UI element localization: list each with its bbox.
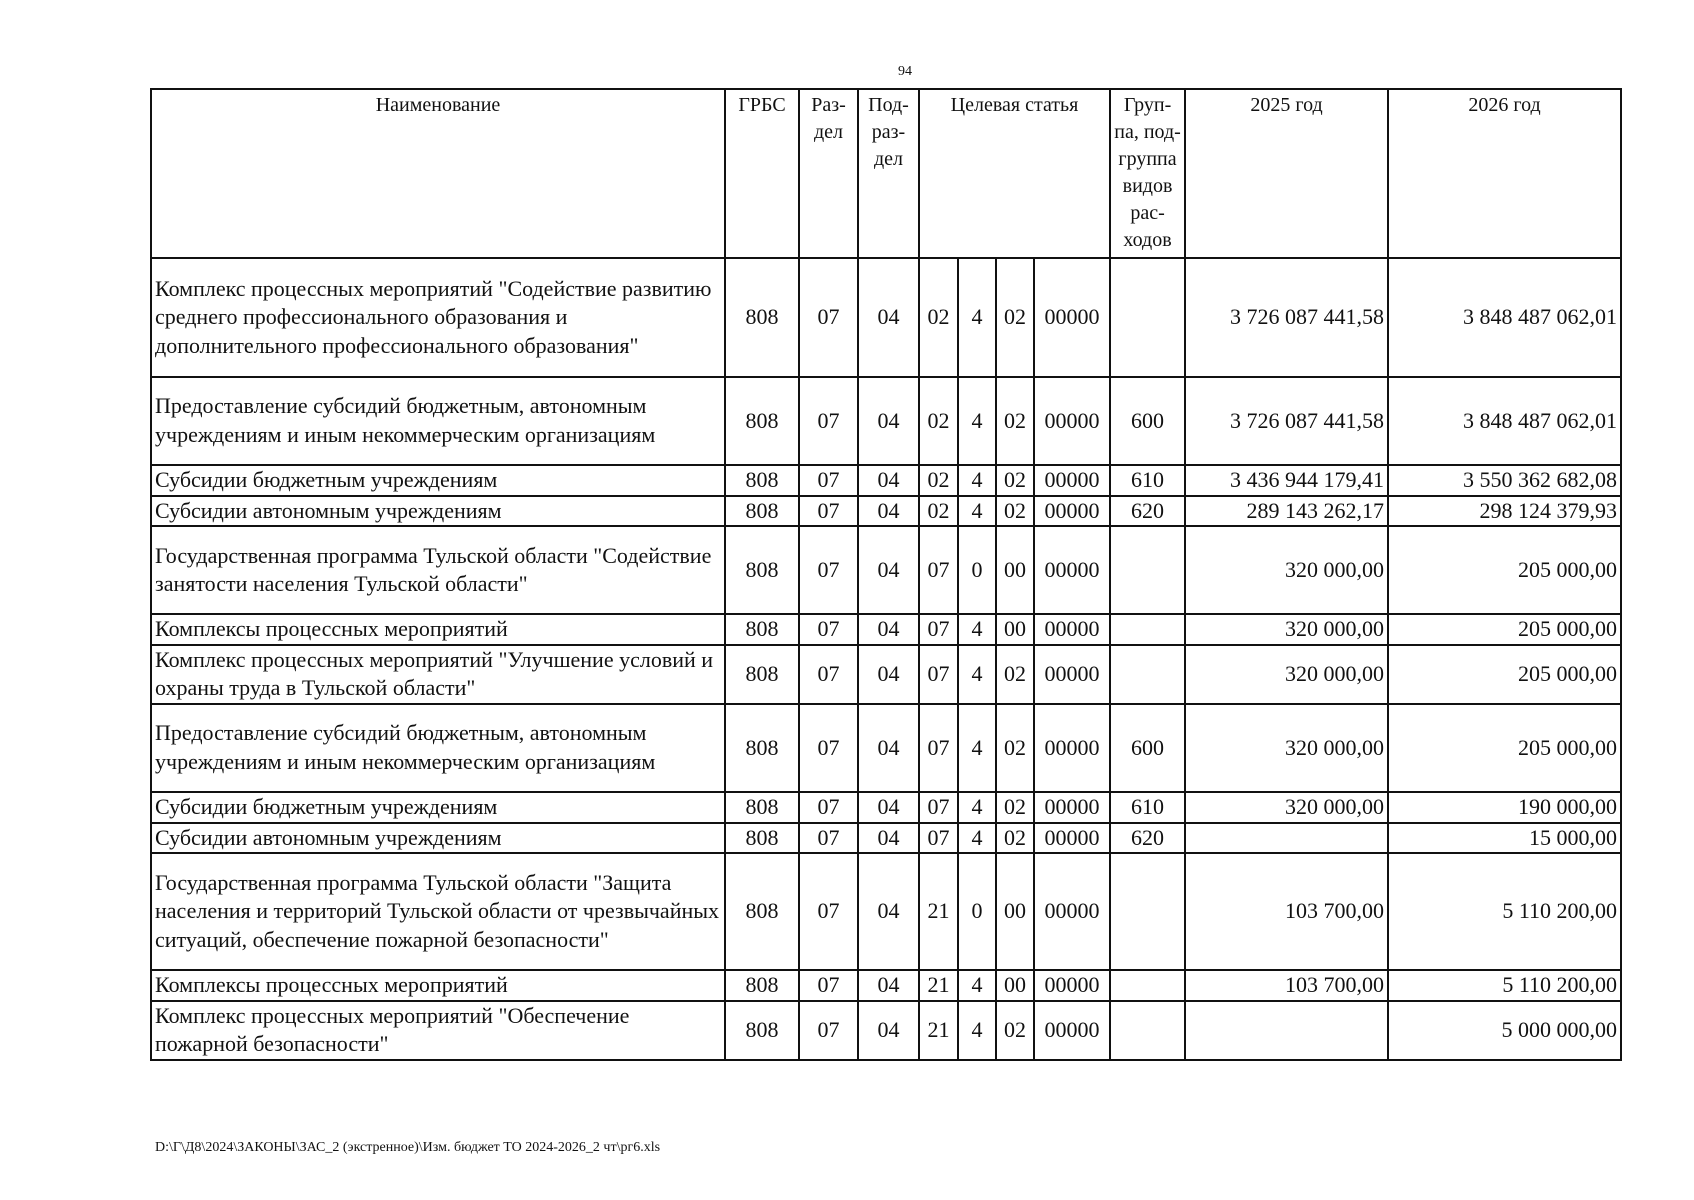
row-grbs: 808 [725, 823, 799, 854]
row-amount-2026: 3 550 362 682,08 [1388, 465, 1621, 496]
row-grbs: 808 [725, 704, 799, 792]
row-target-subprogram: 02 [996, 377, 1034, 465]
row-name: Предоставление субсидий бюджетным, автономным учреждениям и иным некоммерческим организациям [151, 377, 725, 465]
row-target-direction: 00000 [1034, 853, 1110, 970]
row-target-type: 4 [958, 1001, 996, 1060]
row-razdel: 07 [799, 645, 858, 704]
row-target-direction: 00000 [1034, 823, 1110, 854]
row-target-subprogram: 02 [996, 496, 1034, 527]
row-target-type: 4 [958, 704, 996, 792]
row-target-type: 0 [958, 526, 996, 614]
row-amount-2025: 320 000,00 [1185, 645, 1388, 704]
row-amount-2026: 205 000,00 [1388, 704, 1621, 792]
row-podrazdel: 04 [858, 496, 919, 527]
row-target-subprogram: 02 [996, 258, 1034, 377]
row-podrazdel: 04 [858, 614, 919, 645]
header-target-article: Целевая статья [919, 89, 1110, 258]
row-name: Комплекс процессных мероприятий "Обеспечение пожарной безопасности" [151, 1001, 725, 1060]
row-amount-2026: 205 000,00 [1388, 526, 1621, 614]
row-expense-group [1110, 526, 1185, 614]
row-razdel: 07 [799, 614, 858, 645]
row-grbs: 808 [725, 792, 799, 823]
header-year-2026: 2026 год [1388, 89, 1621, 258]
row-target-direction: 00000 [1034, 377, 1110, 465]
row-target-type: 4 [958, 792, 996, 823]
row-razdel: 07 [799, 792, 858, 823]
row-grbs: 808 [725, 526, 799, 614]
row-target-program: 02 [919, 377, 958, 465]
row-razdel: 07 [799, 704, 858, 792]
row-expense-group [1110, 970, 1185, 1001]
row-expense-group: 600 [1110, 377, 1185, 465]
row-name: Государственная программа Тульской области "Содействие занятости населения Тульской области" [151, 526, 725, 614]
row-podrazdel: 04 [858, 970, 919, 1001]
row-target-program: 07 [919, 704, 958, 792]
row-target-type: 4 [958, 377, 996, 465]
row-podrazdel: 04 [858, 853, 919, 970]
table-body [151, 258, 1621, 1060]
row-target-program: 07 [919, 526, 958, 614]
row-amount-2026: 5 110 200,00 [1388, 853, 1621, 970]
table-row [151, 645, 1621, 704]
row-podrazdel: 04 [858, 465, 919, 496]
row-target-subprogram: 00 [996, 526, 1034, 614]
row-target-direction: 00000 [1034, 792, 1110, 823]
row-amount-2025: 103 700,00 [1185, 970, 1388, 1001]
row-target-direction: 00000 [1034, 645, 1110, 704]
row-amount-2025: 320 000,00 [1185, 704, 1388, 792]
row-grbs: 808 [725, 645, 799, 704]
row-expense-group: 620 [1110, 496, 1185, 527]
row-name: Субсидии бюджетным учреждениям [151, 792, 725, 823]
row-target-program: 02 [919, 465, 958, 496]
row-expense-group [1110, 614, 1185, 645]
row-podrazdel: 04 [858, 823, 919, 854]
row-target-direction: 00000 [1034, 465, 1110, 496]
row-podrazdel: 04 [858, 792, 919, 823]
row-amount-2026: 298 124 379,93 [1388, 496, 1621, 527]
header-razdel: Раз-дел [799, 89, 858, 258]
row-name: Субсидии автономным учреждениям [151, 496, 725, 527]
row-expense-group [1110, 1001, 1185, 1060]
row-amount-2025: 103 700,00 [1185, 853, 1388, 970]
header-expense-group: Груп-па, под-группа видов рас-ходов [1110, 89, 1185, 258]
row-amount-2025 [1185, 823, 1388, 854]
row-target-type: 4 [958, 465, 996, 496]
row-target-subprogram: 02 [996, 465, 1034, 496]
row-podrazdel: 04 [858, 377, 919, 465]
row-target-type: 4 [958, 645, 996, 704]
row-target-type: 4 [958, 614, 996, 645]
row-razdel: 07 [799, 465, 858, 496]
row-amount-2025: 3 436 944 179,41 [1185, 465, 1388, 496]
table-header-row [151, 89, 1621, 258]
header-year-2025: 2025 год [1185, 89, 1388, 258]
row-amount-2025: 320 000,00 [1185, 792, 1388, 823]
row-target-program: 07 [919, 645, 958, 704]
row-expense-group: 610 [1110, 792, 1185, 823]
row-name: Субсидии автономным учреждениям [151, 823, 725, 854]
header-grbs: ГРБС [725, 89, 799, 258]
row-name: Субсидии бюджетным учреждениям [151, 465, 725, 496]
row-amount-2026: 205 000,00 [1388, 645, 1621, 704]
row-razdel: 07 [799, 496, 858, 527]
row-target-program: 21 [919, 970, 958, 1001]
row-target-program: 02 [919, 496, 958, 527]
row-target-direction: 00000 [1034, 614, 1110, 645]
row-target-subprogram: 02 [996, 704, 1034, 792]
row-target-program: 21 [919, 853, 958, 970]
row-expense-group [1110, 853, 1185, 970]
table-row [151, 704, 1621, 792]
row-amount-2026: 3 848 487 062,01 [1388, 258, 1621, 377]
row-target-subprogram: 00 [996, 853, 1034, 970]
row-grbs: 808 [725, 377, 799, 465]
row-amount-2026: 190 000,00 [1388, 792, 1621, 823]
row-podrazdel: 04 [858, 526, 919, 614]
row-target-direction: 00000 [1034, 704, 1110, 792]
row-grbs: 808 [725, 970, 799, 1001]
row-amount-2026: 5 000 000,00 [1388, 1001, 1621, 1060]
row-target-subprogram: 02 [996, 1001, 1034, 1060]
table-row [151, 853, 1621, 970]
table-row [151, 465, 1621, 496]
row-name: Комплексы процессных мероприятий [151, 614, 725, 645]
header-podrazdel: Под-раз-дел [858, 89, 919, 258]
row-target-direction: 00000 [1034, 526, 1110, 614]
row-amount-2025: 3 726 087 441,58 [1185, 377, 1388, 465]
row-target-type: 0 [958, 853, 996, 970]
table-row [151, 526, 1621, 614]
row-name: Комплекс процессных мероприятий "Улучшение условий и охраны труда в Тульской области" [151, 645, 725, 704]
row-name: Государственная программа Тульской области "Защита населения и территорий Тульской области от чрезвычайных ситуаций, обеспечение пожарной безопасности" [151, 853, 725, 970]
row-podrazdel: 04 [858, 645, 919, 704]
row-name: Комплексы процессных мероприятий [151, 970, 725, 1001]
row-target-program: 21 [919, 1001, 958, 1060]
table-row [151, 614, 1621, 645]
row-razdel: 07 [799, 823, 858, 854]
row-expense-group [1110, 258, 1185, 377]
row-amount-2026: 15 000,00 [1388, 823, 1621, 854]
row-razdel: 07 [799, 258, 858, 377]
row-target-direction: 00000 [1034, 496, 1110, 527]
row-amount-2026: 3 848 487 062,01 [1388, 377, 1621, 465]
row-amount-2026: 5 110 200,00 [1388, 970, 1621, 1001]
row-target-program: 07 [919, 614, 958, 645]
row-target-program: 07 [919, 792, 958, 823]
row-grbs: 808 [725, 258, 799, 377]
row-target-subprogram: 02 [996, 792, 1034, 823]
row-target-subprogram: 00 [996, 614, 1034, 645]
row-target-direction: 00000 [1034, 258, 1110, 377]
row-podrazdel: 04 [858, 258, 919, 377]
table-row [151, 792, 1621, 823]
row-target-type: 4 [958, 496, 996, 527]
table-row [151, 377, 1621, 465]
row-target-type: 4 [958, 970, 996, 1001]
row-name: Комплекс процессных мероприятий "Содействие развитию среднего профессионального образования и дополнительного профессионального образования" [151, 258, 725, 377]
row-expense-group: 600 [1110, 704, 1185, 792]
row-target-subprogram: 02 [996, 823, 1034, 854]
table-row [151, 258, 1621, 377]
row-razdel: 07 [799, 377, 858, 465]
row-razdel: 07 [799, 1001, 858, 1060]
row-amount-2025: 320 000,00 [1185, 614, 1388, 645]
row-amount-2025: 320 000,00 [1185, 526, 1388, 614]
row-grbs: 808 [725, 465, 799, 496]
row-target-direction: 00000 [1034, 1001, 1110, 1060]
row-razdel: 07 [799, 526, 858, 614]
row-amount-2026: 205 000,00 [1388, 614, 1621, 645]
row-podrazdel: 04 [858, 704, 919, 792]
row-name: Предоставление субсидий бюджетным, автономным учреждениям и иным некоммерческим организациям [151, 704, 725, 792]
page-number: 94 [898, 64, 912, 79]
row-amount-2025 [1185, 1001, 1388, 1060]
row-grbs: 808 [725, 1001, 799, 1060]
row-razdel: 07 [799, 853, 858, 970]
row-razdel: 07 [799, 970, 858, 1001]
row-target-subprogram: 02 [996, 645, 1034, 704]
file-path-footer: D:\Г\Д8\2024\ЗАКОНЫ\ЗАС_2 (экстренное)\Изм. бюджет ТО 2024-2026_2 чт\рг6.xls [155, 1140, 661, 1155]
table-row [151, 1001, 1621, 1060]
table-row [151, 823, 1621, 854]
row-expense-group [1110, 645, 1185, 704]
row-target-program: 07 [919, 823, 958, 854]
header-name: Наименование [151, 89, 725, 258]
row-expense-group: 620 [1110, 823, 1185, 854]
row-podrazdel: 04 [858, 1001, 919, 1060]
row-target-direction: 00000 [1034, 970, 1110, 1001]
row-amount-2025: 3 726 087 441,58 [1185, 258, 1388, 377]
table-row [151, 496, 1621, 527]
row-grbs: 808 [725, 853, 799, 970]
row-expense-group: 610 [1110, 465, 1185, 496]
row-grbs: 808 [725, 496, 799, 527]
row-target-program: 02 [919, 258, 958, 377]
row-target-type: 4 [958, 823, 996, 854]
row-amount-2025: 289 143 262,17 [1185, 496, 1388, 527]
table-row [151, 970, 1621, 1001]
row-target-type: 4 [958, 258, 996, 377]
row-grbs: 808 [725, 614, 799, 645]
row-target-subprogram: 00 [996, 970, 1034, 1001]
budget-table [150, 88, 1622, 1061]
